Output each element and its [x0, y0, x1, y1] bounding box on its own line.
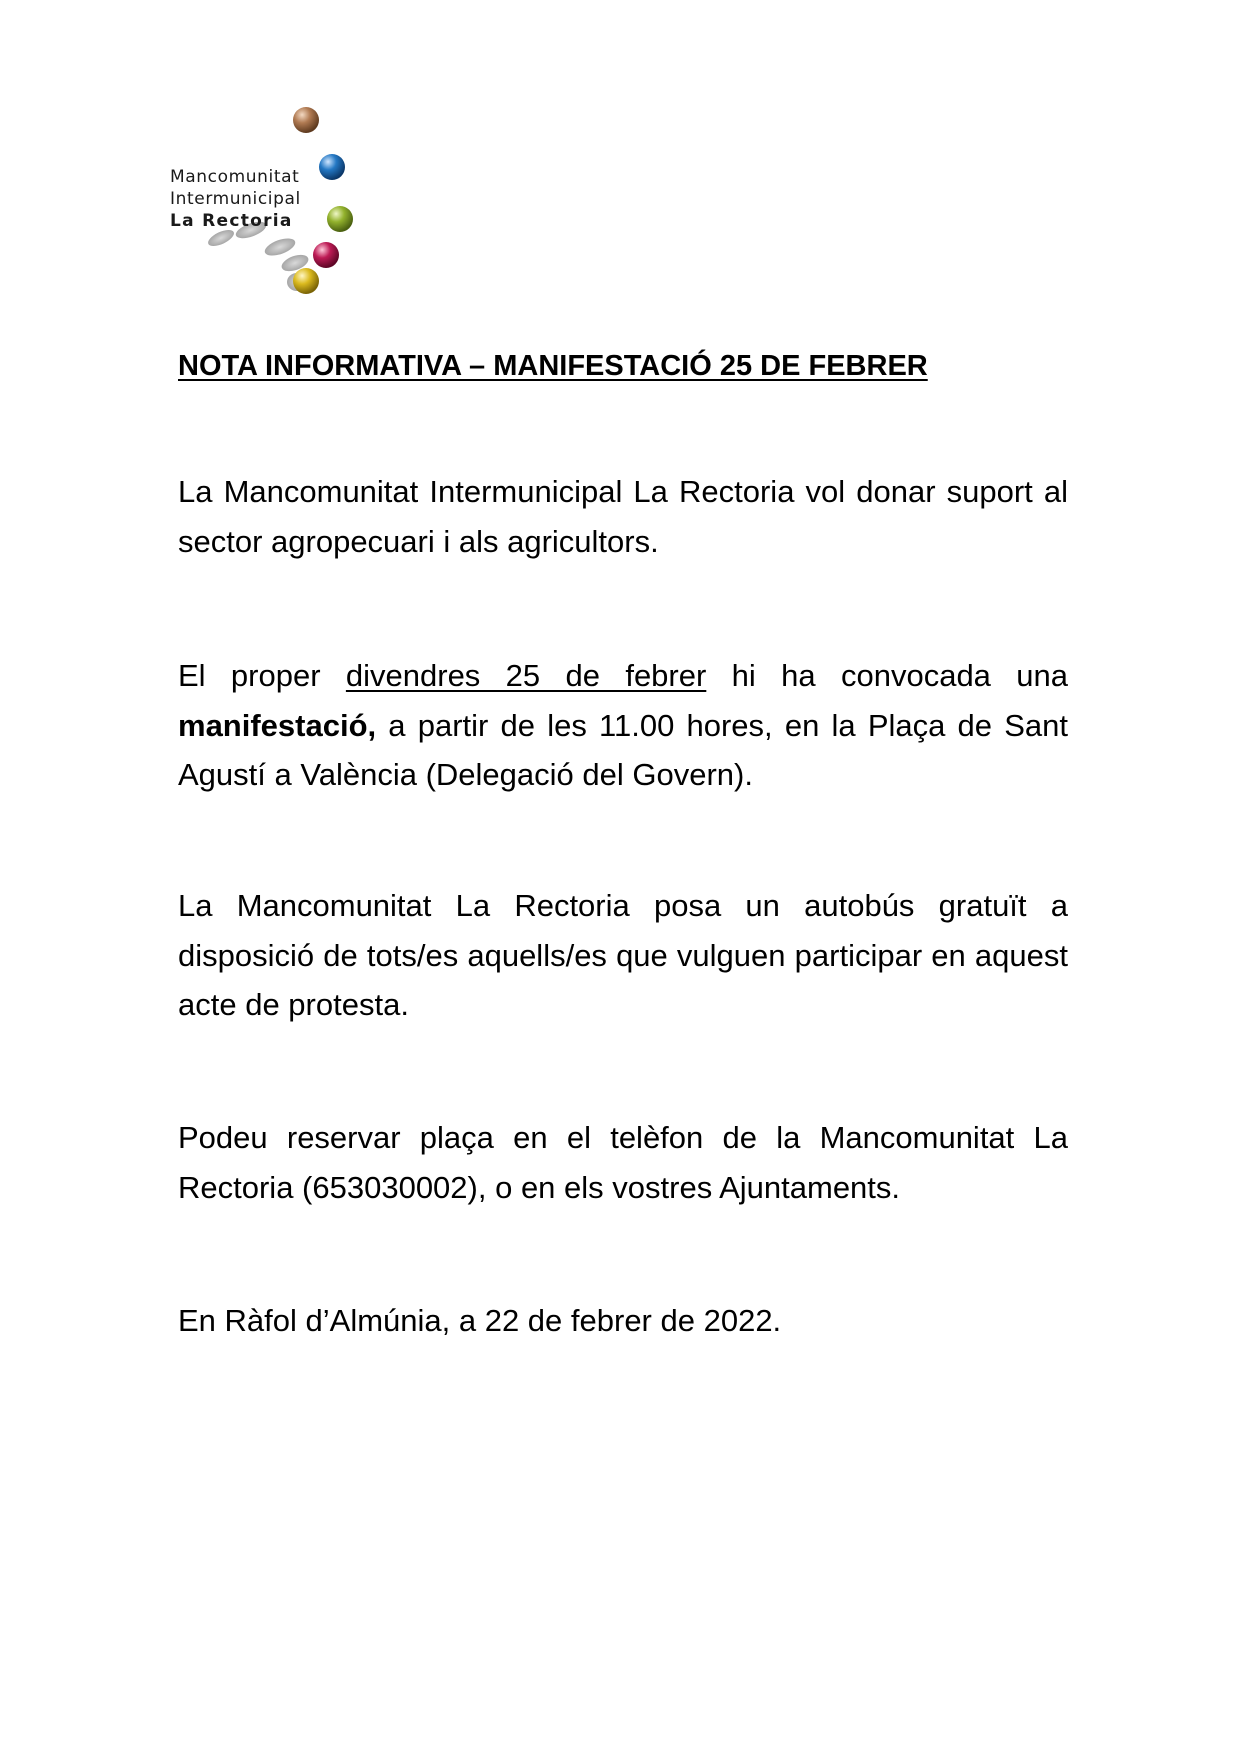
demo-text-before: El proper	[178, 658, 346, 693]
yellow-sphere	[293, 268, 319, 294]
document-title: NOTA INFORMATIVA – MANIFESTACIÓ 25 DE FEBRER	[178, 350, 928, 382]
paragraph-support: La Mancomunitat Intermunicipal La Rectoria vol donar suport al sector agropecuari i als agricultors.	[178, 474, 1068, 559]
mancomunitat-logo	[160, 100, 370, 305]
magenta-sphere	[313, 242, 339, 268]
brown-sphere	[293, 107, 319, 133]
blue-sphere	[319, 154, 345, 180]
closing-place-date: En Ràfol d’Almúnia, a 22 de febrer de 2022.	[178, 1303, 782, 1338]
demo-text-after: a partir de les 11.00 hores, en la Plaça de Sant Agustí a València (Delegació del Govern).	[178, 707, 1068, 792]
shadow-blob-3	[263, 235, 298, 259]
logo-line-2: Intermunicipal	[170, 189, 301, 209]
logo-line-1: Mancomunitat	[170, 167, 300, 187]
demo-text-middle: hi ha convocada una	[706, 658, 1068, 693]
paragraph-demonstration	[178, 651, 1068, 800]
demo-keyword: manifestació,	[178, 707, 377, 743]
green-sphere	[327, 206, 353, 232]
demo-date: divendres 25 de febrer	[345, 658, 707, 693]
logo-wordmark	[170, 166, 301, 232]
paragraph-bus: La Mancomunitat La Rectoria posa un autobús gratuït a disposició de tots/es aquells/es que vulguen participar en aquest acte de protesta.	[178, 888, 1068, 1022]
logo-line-3: La Rectoria	[170, 211, 293, 231]
paragraph-reservation: Podeu reservar plaça en el telèfon de la Mancomunitat La Rectoria (653030002), o en els vostres Ajuntaments.	[178, 1120, 1068, 1205]
